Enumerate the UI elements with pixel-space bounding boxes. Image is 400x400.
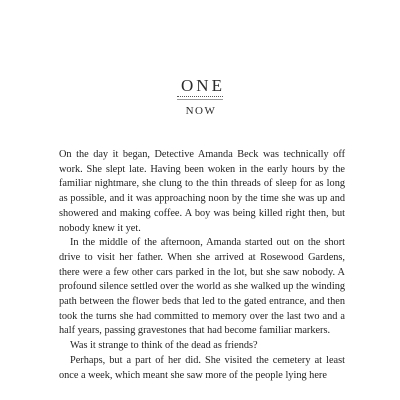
paragraph-3: Was it strange to think of the dead as friends? xyxy=(70,340,258,352)
body-text xyxy=(59,148,345,383)
paragraph-4: Perhaps, but a part of her did. She visited the cemetery at least once a week, which meant she saw more of the people lying here xyxy=(59,354,345,381)
chapter-subtitle: NOW xyxy=(185,105,217,117)
chapter-number: ONE xyxy=(181,76,225,95)
chapter-heading xyxy=(0,76,400,118)
paragraph-2: In the middle of the afternoon, Amanda started out on the short drive to visit her father. When she arrived at Rosewood Gardens, there were a few other cars parked in the lot, but she saw nobody. A profound silence settled over the world as she walked up the winding path between the flower beds that led to the gated entrance, and then took the turns she had committed to memory over the last two and a half years, passing gravestones that had become familiar markers. xyxy=(59,237,345,337)
ornament-divider xyxy=(177,96,223,100)
paragraph-1: On the day it began, Detective Amanda Beck was technically off work. She slept late. Having been woken in the early hours by the familiar nightmare, she clung to the thin threads of sleep for as long as possible, and it was approaching noon by the time she was up and showered and making coffee. A boy was being killed right then, but nobody knew it yet. xyxy=(59,149,345,234)
